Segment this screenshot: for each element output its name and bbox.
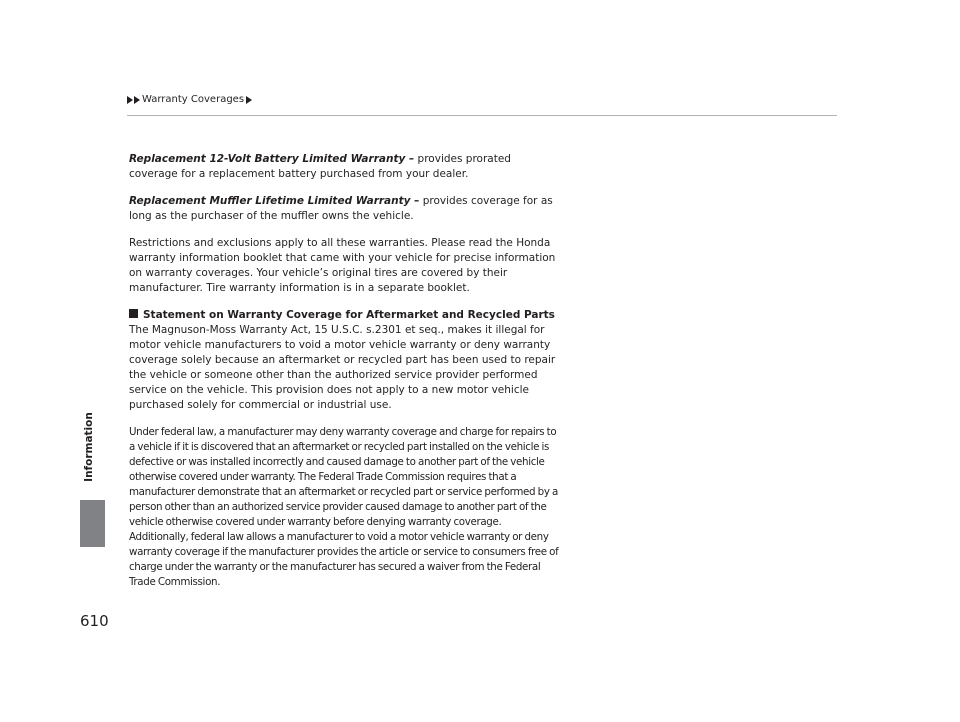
federal-law-paragraph: Under federal law, a manufacturer may deny warranty coverage and charge for repairs to a vehicle if it is discovered that an aftermarket or recycled part installed on the vehicle is defective or was installed incorrectly and caused damage to another part of the vehicle otherwise covered under warranty. The Federal Trade Commission requires that a manufacturer demonstrate that an aftermarket or recycled part or service performed by a person other than an authorized service provider caused damage to another part of the vehicle otherwise covered under warranty before denying warranty coverage. Additionally, federal law allows a manufacturer to void a motor vehicle warranty or deny warranty coverage if the manufacturer provides the article or service to consumers free of charge under the warranty or the manufacturer has secured a waiver from the Federal Trade Commission. [129,426,559,588]
magnuson-moss-paragraph: The Magnuson-Moss Warranty Act, 15 U.S.C. s.2301 et seq., makes it illegal for motor vehicle manufacturers to void a motor vehicle warranty or deny warranty coverage solely because an aftermarket or recycled part has been used to repair the vehicle or someone other than the authorized service provider performed service on the vehicle. This provision does not apply to a new motor vehicle purchased solely for commercial or industrial use. [129,324,556,411]
restrictions-paragraph: Restrictions and exclusions apply to all these warranties. Please read the Honda warranty information booklet that came with your vehicle for precise information on warranty coverages. Your vehicle’s original tires are covered by their manufacturer. Tire warranty information is in a separate booklet. [129,237,556,294]
main-content [129,152,559,602]
battery-warranty-text: provides prorated coverage for a replacement battery purchased from your dealer. [129,153,511,180]
section-heading [129,308,559,323]
triangle-right-icon [246,96,252,104]
muffler-warranty-text: provides coverage for as long as the purchaser of the muffler owns the vehicle. [129,195,553,222]
muffler-warranty-paragraph [129,194,559,224]
section-side-label: Information [83,412,95,482]
triangle-right-icon [134,96,140,104]
battery-warranty-paragraph [129,152,559,182]
triangle-right-icon [127,96,133,104]
page-number: 610 [80,612,109,630]
header-divider [127,115,837,116]
breadcrumb-label[interactable]: Warranty Coverages [142,94,245,105]
muffler-warranty-title: Replacement Muffler Lifetime Limited Warranty – [129,195,420,207]
battery-warranty-title: Replacement 12-Volt Battery Limited Warranty – [129,153,415,165]
section-heading-text: Statement on Warranty Coverage for Aftermarket and Recycled Parts [143,309,555,321]
square-bullet-icon [129,309,138,318]
section-side-tab [80,500,105,547]
breadcrumb [127,94,253,105]
